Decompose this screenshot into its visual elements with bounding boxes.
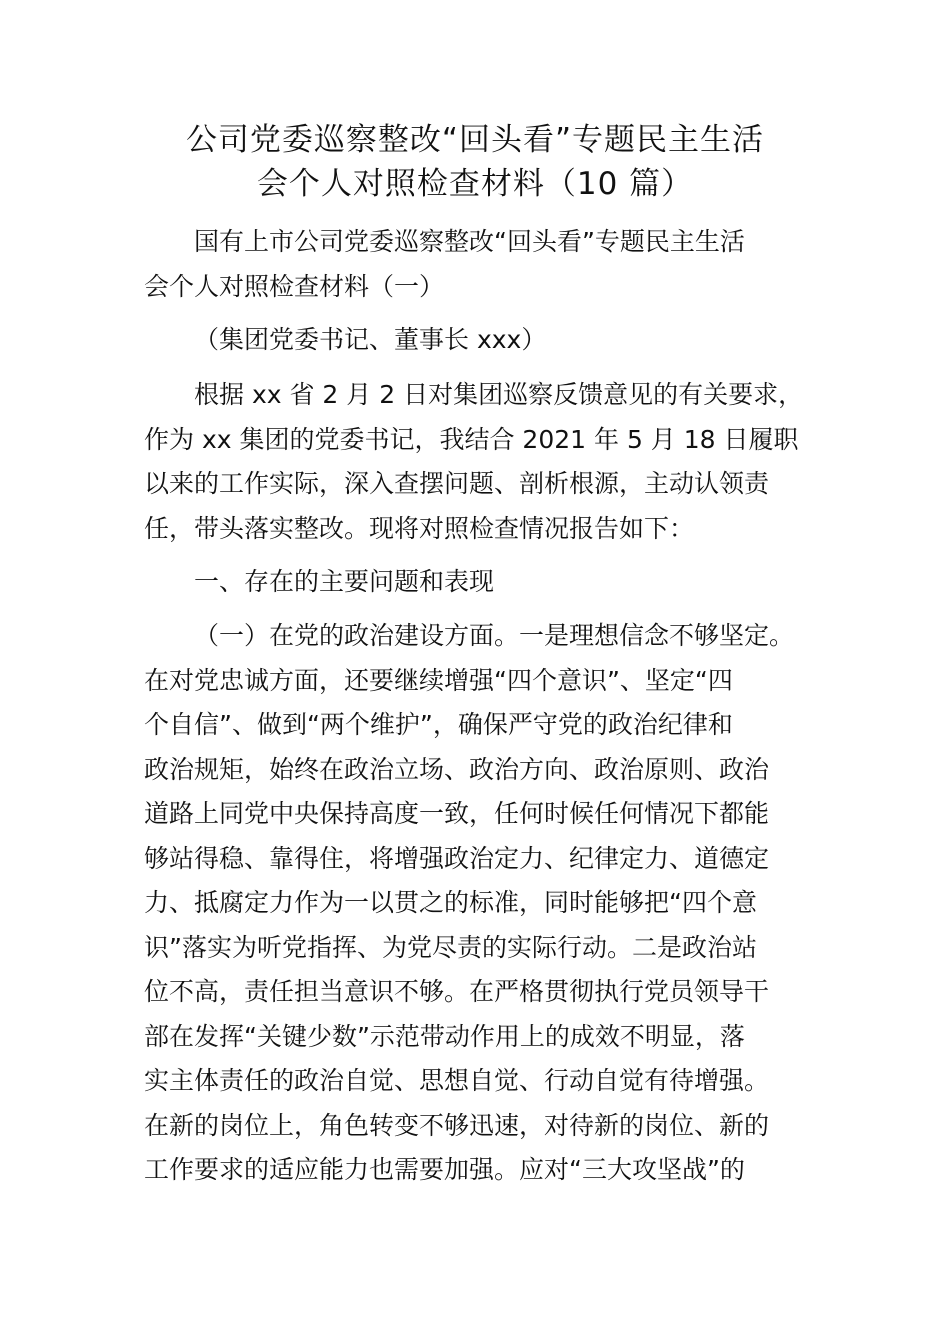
intro-line: 作为 xx 集团的党委书记，我结合 2021 年 5 月 18 日履职 (144, 424, 799, 454)
author-line-block (144, 318, 824, 363)
section-heading: 一、存在的主要问题和表现 (194, 567, 495, 596)
subtitle-line: 会个人对照检查材料（一） (144, 271, 445, 301)
section-heading-block (144, 560, 824, 605)
intro-line: 任，带头落实整改。现将对照检查情况报告如下： (144, 513, 695, 543)
paragraph-line: 实主体责任的政治自觉、思想自觉、行动自觉有待增强。 (144, 1066, 770, 1095)
paragraph-line: 在对党忠诚方面，还要继续增强“四个意识”、坚定“四 (144, 665, 733, 695)
paragraph-line: 够站得稳、靠得住，将增强政治定力、纪律定力、道德定 (144, 843, 770, 873)
paragraph-line: 道路上同党中央保持高度一致，任何时候任何情况下都能 (144, 799, 770, 828)
intro-line: 根据 xx 省 2 月 2 日对集团巡察反馈意见的有关要求， (194, 380, 804, 409)
paragraph-line: 力、抵腐定力作为一以贯之的标准，同时能够把“四个意 (144, 888, 757, 917)
paragraph-line: （一）在党的政治建设方面。一是理想信念不够坚定。 (194, 621, 795, 650)
paragraph-line: 个自信”、做到“两个维护”，确保严守党的政治纪律和 (144, 710, 733, 739)
intro-paragraph (144, 373, 824, 551)
author-line: （集团党委书记、董事长 xxx） (194, 325, 547, 354)
main-paragraph (144, 614, 824, 1193)
paragraph-line: 位不高，责任担当意识不够。在严格贯彻执行党员领导干 (144, 977, 770, 1006)
document-title-line-1: 公司党委巡察整改“回头看”专题民主生活 (185, 122, 765, 158)
paragraph-line: 在新的岗位上，角色转变不够迅速，对待新的岗位、新的 (144, 1110, 770, 1140)
subtitle-line: 国有上市公司党委巡察整改“回头看”专题民主生活 (194, 227, 745, 256)
subtitle-block (144, 220, 824, 309)
document-title-line-2: 会个人对照检查材料（10 篇） (256, 166, 694, 202)
paragraph-line: 工作要求的适应能力也需要加强。应对“三大攻坚战”的 (144, 1155, 745, 1184)
paragraph-line: 识”落实为听党指挥、为党尽责的实际行动。二是政治站 (144, 932, 757, 962)
intro-line: 以来的工作实际，深入查摆问题、剖析根源，主动认领责 (144, 469, 770, 498)
paragraph-line: 政治规矩，始终在政治立场、政治方向、政治原则、政治 (144, 754, 770, 784)
paragraph-line: 部在发挥“关键少数”示范带动作用上的成效不明显，落 (144, 1021, 745, 1051)
